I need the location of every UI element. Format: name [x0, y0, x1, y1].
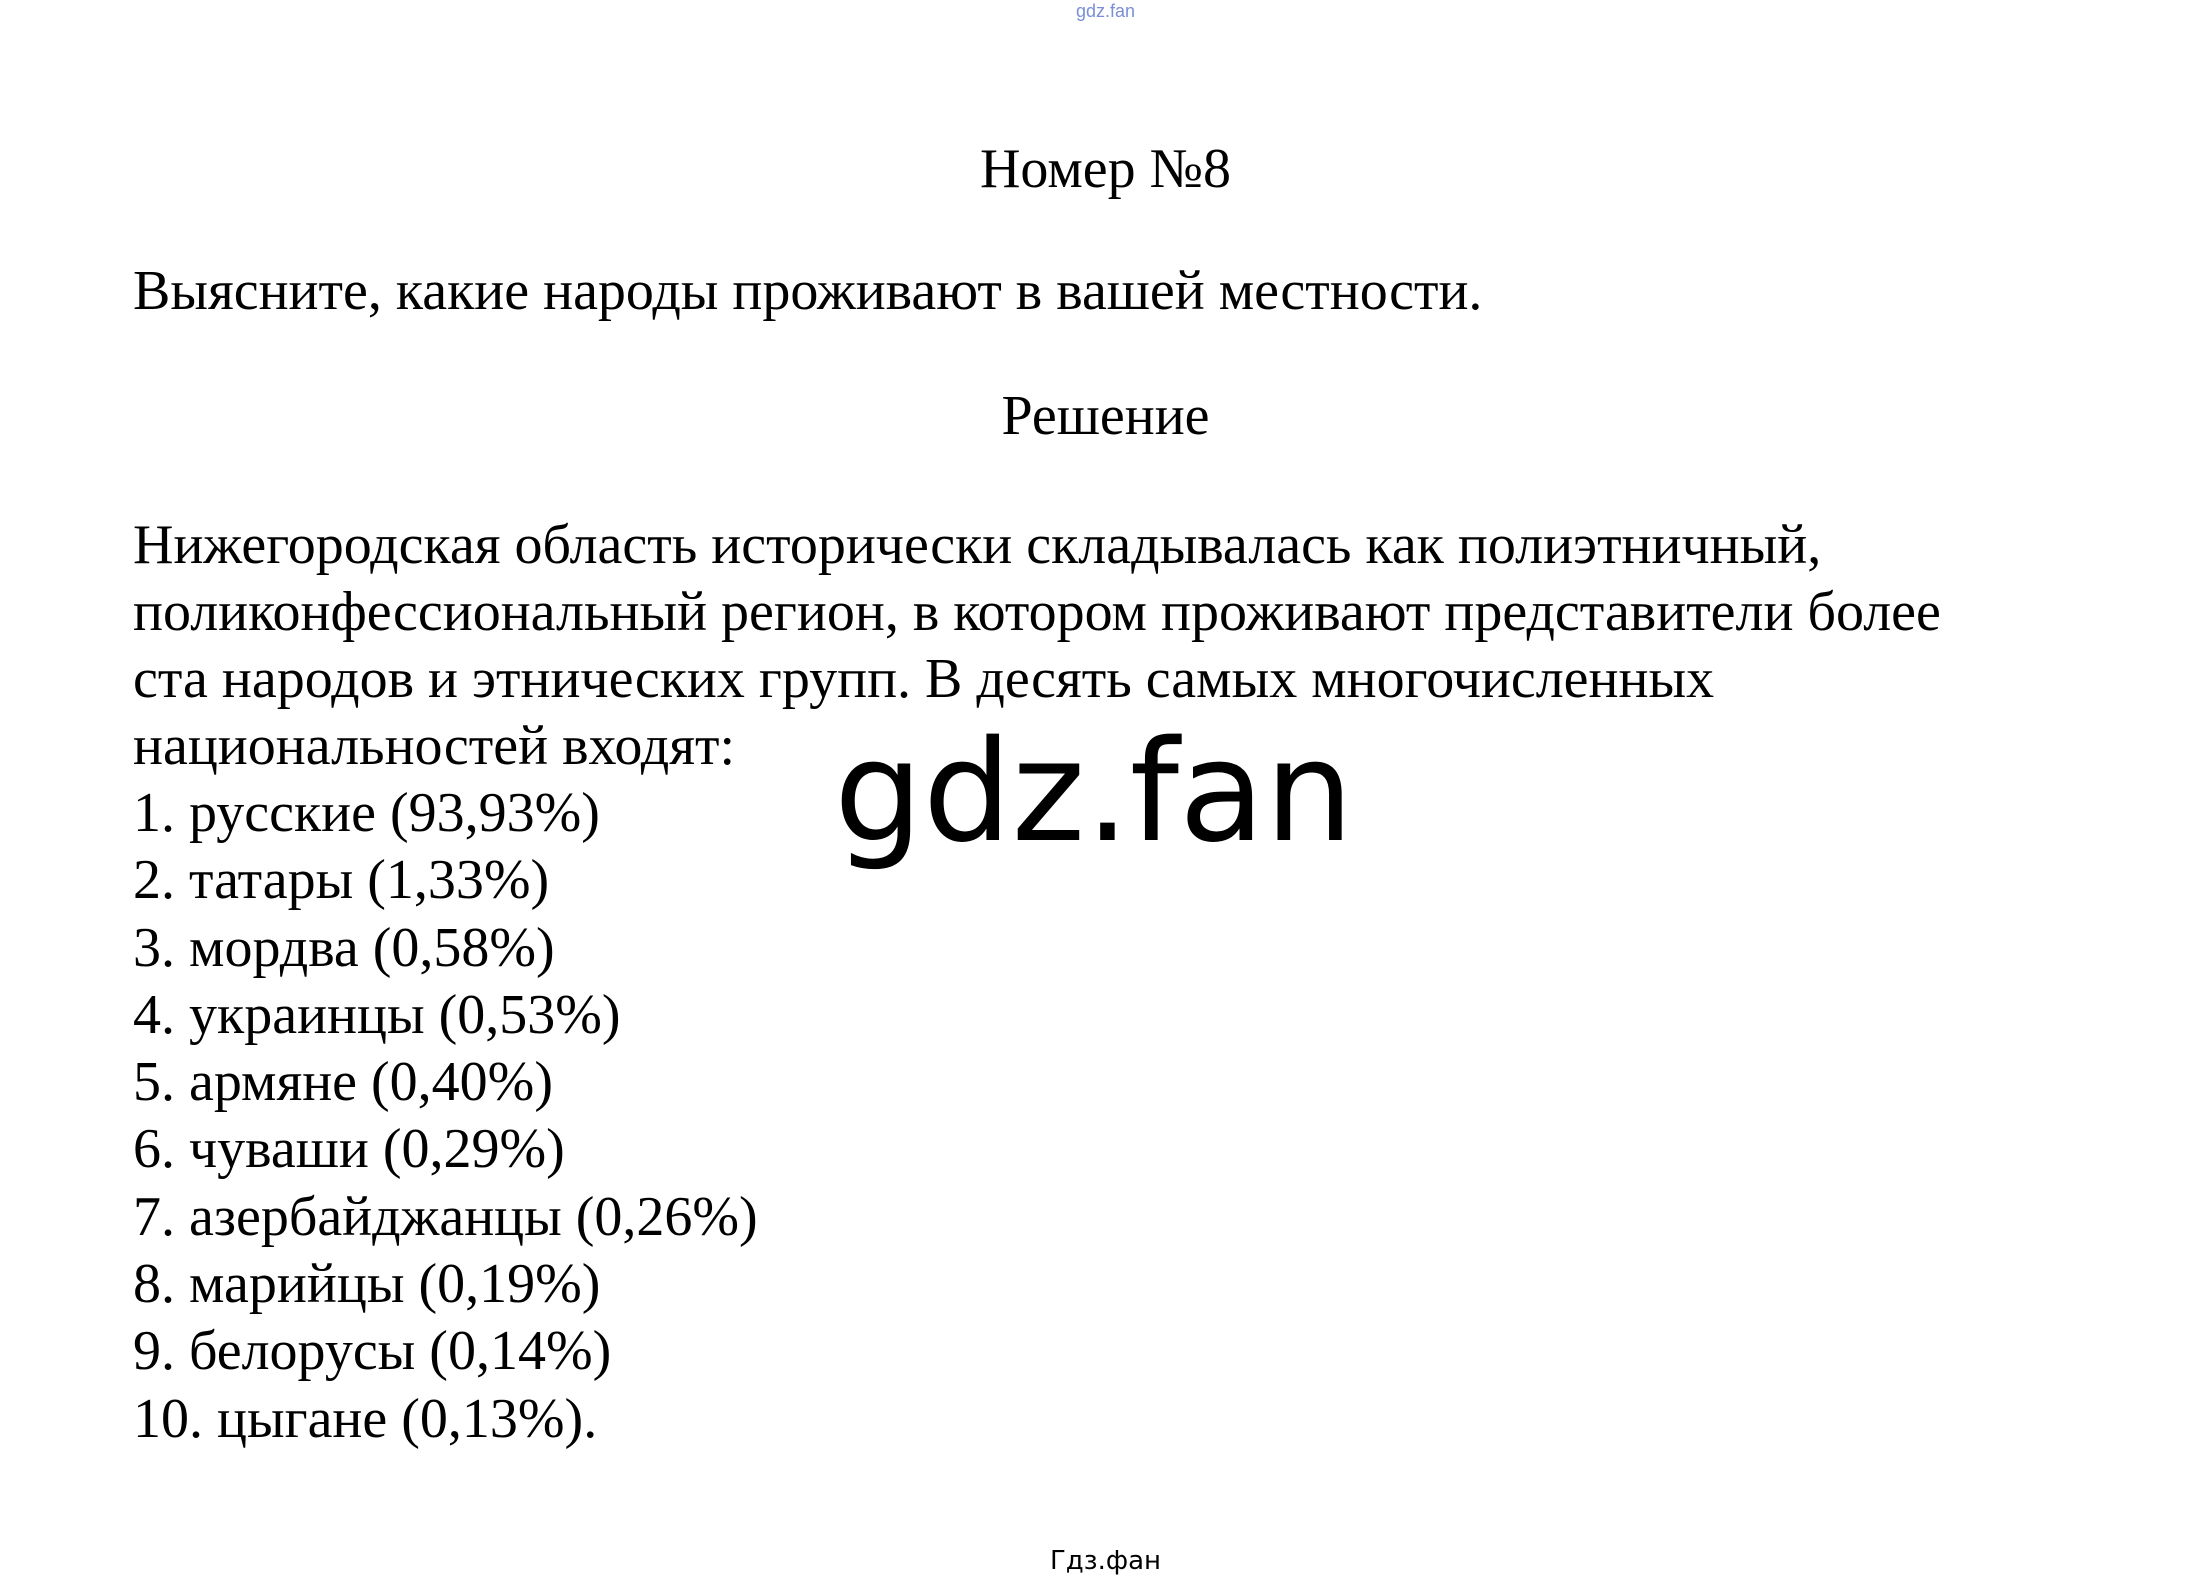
list-item: 2. татары (1,33%): [133, 849, 550, 912]
center-watermark: gdz.fan: [834, 711, 1354, 874]
answer-line: поликонфессиональный регион, в котором проживают представители более: [133, 581, 1941, 643]
list-item: 8. марийцы (0,19%): [133, 1253, 601, 1316]
page-title: Номер №8: [979, 138, 1232, 200]
task-text: Выясните, какие народы проживают в вашей местности.: [133, 260, 1483, 322]
list-item: 6. чуваши (0,29%): [133, 1118, 565, 1181]
list-item: 5. армяне (0,40%): [133, 1051, 553, 1114]
list-item: 3. мордва (0,58%): [133, 916, 555, 979]
list-item: 4. украинцы (0,53%): [133, 983, 621, 1046]
top-watermark: gdz.fan: [1075, 1, 1136, 21]
list-item: 9. белорусы (0,14%): [133, 1320, 612, 1383]
answer-line: национальностей входят:: [133, 715, 736, 777]
nationalities-list: [133, 780, 758, 1453]
list-item: 7. азербайджанцы (0,26%): [133, 1185, 758, 1248]
solution-heading: Решение: [1001, 385, 1210, 447]
list-item: 10. цыгане (0,13%).: [133, 1387, 598, 1450]
bottom-watermark: Гдз.фан: [1049, 1546, 1162, 1576]
list-item: 1. русские (93,93%): [133, 782, 600, 844]
answer-line: Нижегородская область исторически складывалась как полиэтничный,: [133, 514, 1822, 576]
answer-line: ста народов и этнических групп. В десять самых многочисленных: [133, 648, 1715, 710]
